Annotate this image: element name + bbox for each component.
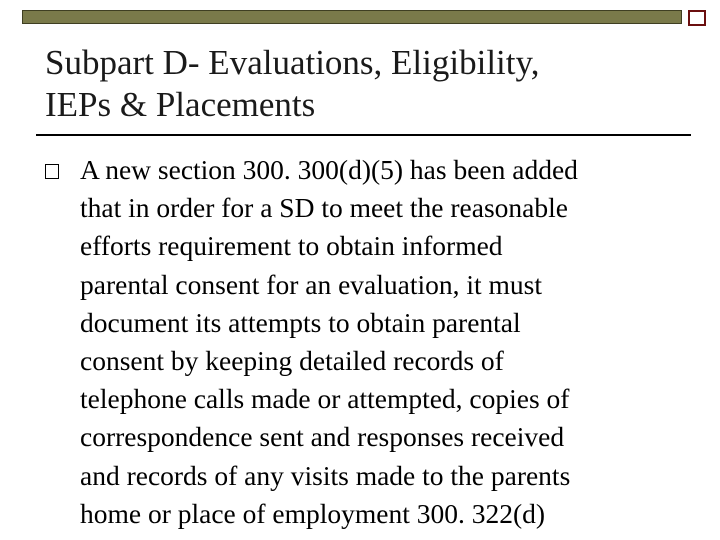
body-line-2: that in order for a SD to meet the reasonable <box>80 192 568 224</box>
body-line-4: parental consent for an evaluation, it must <box>80 268 543 300</box>
top-decorative-bar <box>22 10 682 24</box>
hollow-square-bullet-icon <box>45 164 59 179</box>
body-line-6: consent by keeping detailed records of <box>80 345 504 377</box>
body-line-3: efforts requirement to obtain informed <box>80 230 503 262</box>
body-line-9: and records of any visits made to the parents <box>80 459 571 491</box>
body-line-7: telephone calls made or attempted, copies of <box>80 383 570 415</box>
bullet-text <box>80 151 670 533</box>
body-line-8: correspondence sent and responses received <box>80 421 565 453</box>
corner-square-icon <box>688 10 706 26</box>
body-line-5: document its attempts to obtain parental <box>80 306 521 338</box>
title-line-2: IEPs & Placements <box>45 85 316 124</box>
body-line-10: home or place of employment 300. 322(d) <box>80 497 546 529</box>
body-line-1: A new section 300. 300(d)(5) has been added <box>80 154 578 185</box>
title-line-1: Subpart D- Evaluations, Eligibility, <box>45 43 540 82</box>
title-divider <box>36 134 691 136</box>
slide-title <box>45 42 685 126</box>
